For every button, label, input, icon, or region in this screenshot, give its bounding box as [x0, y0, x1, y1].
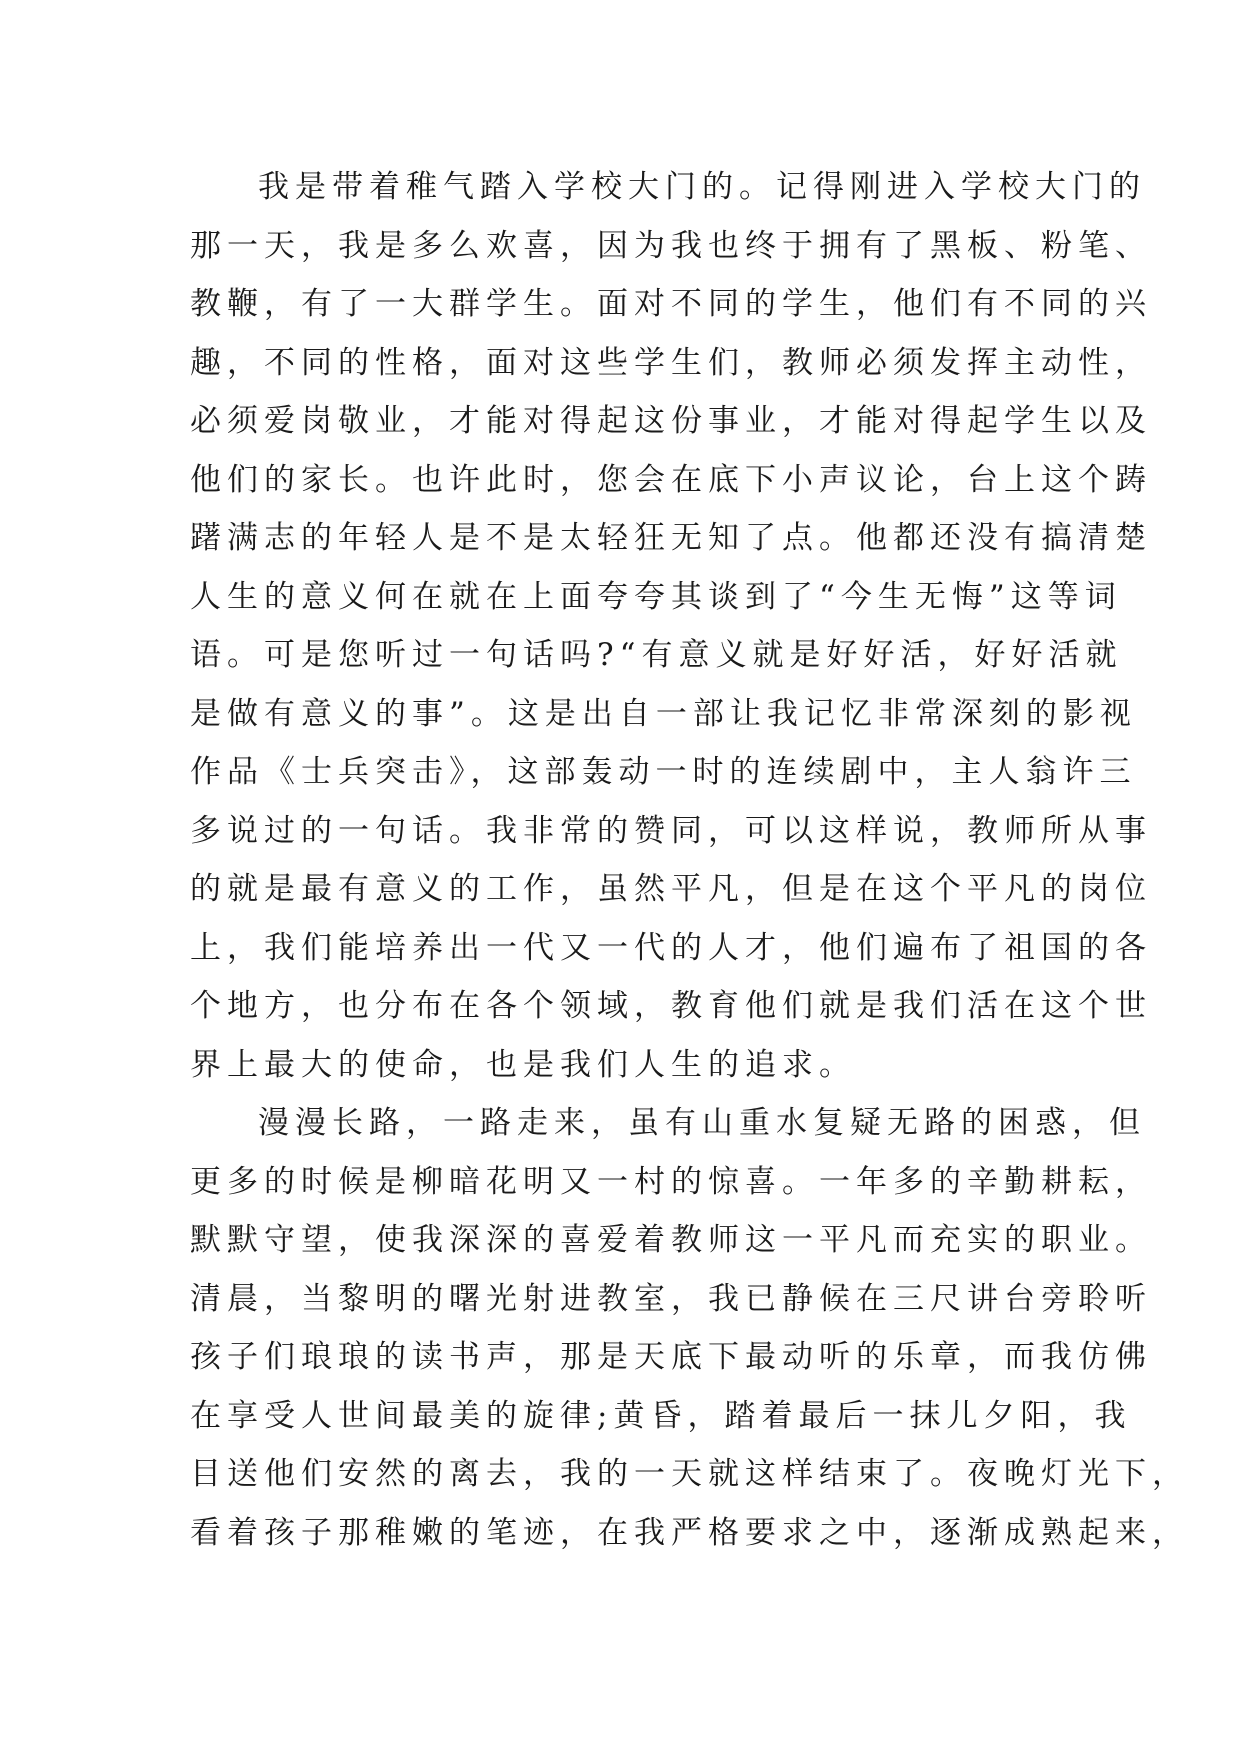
text-line: 界上最大的使命，也是我们人生的追求。 [190, 1046, 856, 1083]
text-line: 上，我们能培养出一代又一代的人才，他们遍布了祖国的各 [190, 929, 1152, 966]
text-line: 清晨，当黎明的曙光射进教室，我已静候在三尺讲台旁聆听 [190, 1280, 1152, 1317]
text-line: 孩子们琅琅的读书声，那是天底下最动听的乐章，而我仿佛 [190, 1339, 1152, 1375]
paragraph-1 [190, 158, 1152, 1094]
text-line: 人生的意义何在就在上面夸夸其谈到了“今生无悔”这等词 [190, 578, 1122, 615]
text-line: 语。可是您听过一句话吗?“有意义就是好好活，好好活就 [190, 637, 1123, 673]
text-line: 作品《士兵突击》，这部轰动一时的连续剧中，主人翁许三 [190, 754, 1137, 790]
text-line: 看着孩子那稚嫩的笔迹，在我严格要求之中，逐渐成熟起来， [190, 1514, 1189, 1551]
text-line: 更多的时候是柳暗花明又一村的惊喜。一年多的辛勤耕耘， [190, 1163, 1152, 1200]
body-text [190, 158, 1189, 1562]
text-line: 教鞭，有了一大群学生。面对不同的学生，他们有不同的兴 [190, 286, 1152, 322]
text-line: 我是带着稚气踏入学校大门的。记得刚进入学校大门的 [258, 169, 1146, 205]
text-line: 漫漫长路，一路走来，虽有山重水复疑无路的困惑，但 [258, 1105, 1146, 1141]
text-line: 躇满志的年轻人是不是太轻狂无知了点。他都还没有搞清楚 [190, 520, 1152, 556]
text-line: 个地方，也分布在各个领域，教育他们就是我们活在这个世 [190, 988, 1152, 1024]
text-line: 必须爱岗敬业，才能对得起这份事业，才能对得起学生以及 [190, 403, 1152, 439]
text-line: 那一天，我是多么欢喜，因为我也终于拥有了黑板、粉笔、 [190, 227, 1152, 264]
text-line: 在享受人世间最美的旋律;黄昏，踏着最后一抹儿夕阳，我 [190, 1397, 1132, 1434]
text-line: 多说过的一句话。我非常的赞同，可以这样说，教师所从事 [190, 812, 1152, 849]
text-line: 默默守望，使我深深的喜爱着教师这一平凡而充实的职业。 [190, 1222, 1152, 1258]
text-line: 趣，不同的性格，面对这些学生们，教师必须发挥主动性， [190, 344, 1152, 381]
text-line: 是做有意义的事”。这是出自一部让我记忆非常深刻的影视 [190, 695, 1137, 732]
text-line: 目送他们安然的离去，我的一天就这样结束了。夜晚灯光下， [190, 1456, 1189, 1492]
paragraph-2 [190, 1094, 1189, 1562]
text-line: 的就是最有意义的工作，虽然平凡，但是在这个平凡的岗位 [190, 871, 1152, 907]
text-line: 他们的家长。也许此时，您会在底下小声议论，台上这个踌 [190, 461, 1152, 498]
